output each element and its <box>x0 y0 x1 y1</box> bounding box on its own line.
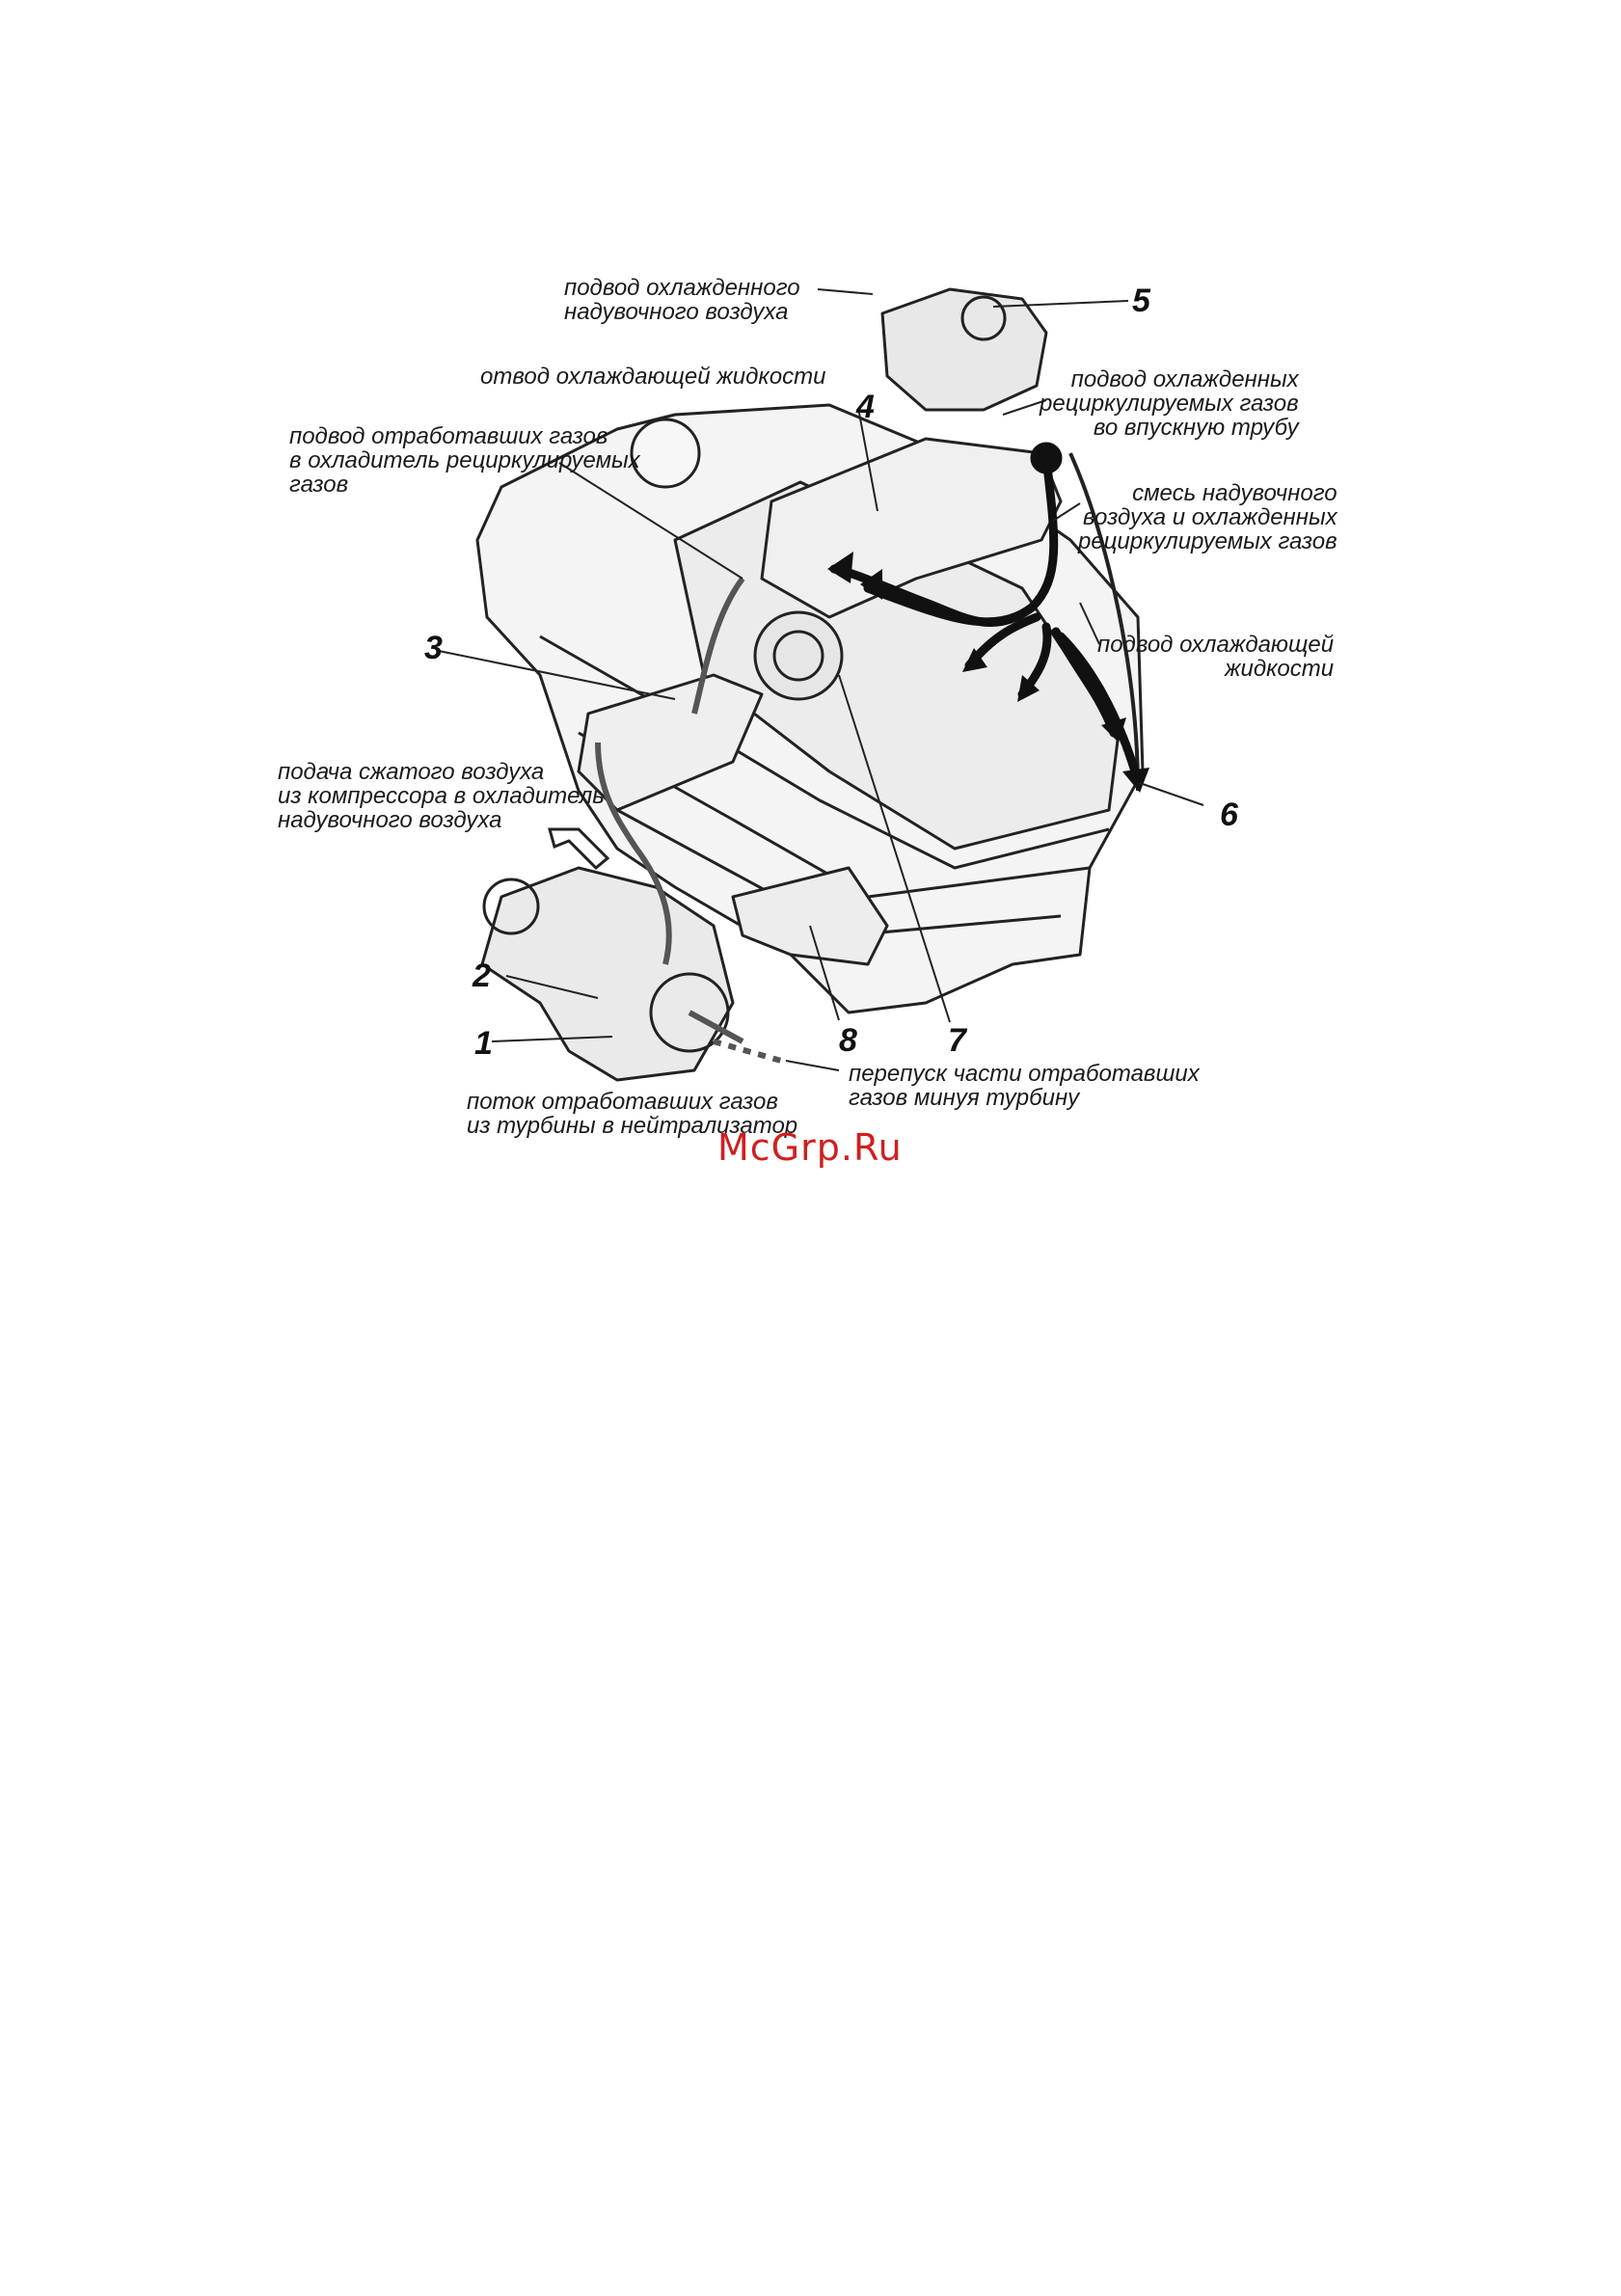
label-turbine-flow: поток отработавших газов из турбины в нейтрализатор <box>467 1089 798 1139</box>
watermark: McGrp.Ru <box>717 1126 903 1169</box>
label-compressed-air: подача сжатого воздуха из компрессора в охладитель надувочного воздуха <box>278 759 605 833</box>
leader-6 <box>1140 783 1203 805</box>
bypass-path <box>714 1041 781 1061</box>
callout-3: 3 <box>424 630 443 666</box>
label-charge-air-in: подвод охлажденного надувочного воздуха <box>564 275 800 325</box>
compressed-air-arrow <box>550 829 608 868</box>
callout-2: 2 <box>473 958 491 994</box>
label-egr-in: подвод охлажденных рециркулируемых газов во впускную трубу <box>1040 366 1299 441</box>
callout-4: 4 <box>856 389 875 425</box>
callout-1: 1 <box>474 1025 493 1062</box>
leader-bypass <box>786 1061 839 1070</box>
label-coolant-out: отвод охлаждающей жидкости <box>480 364 826 390</box>
label-bypass: перепуск части отработавших газов минуя турбину <box>849 1061 1200 1111</box>
egr-junction <box>1035 446 1058 470</box>
callout-8: 8 <box>839 1022 857 1059</box>
leader-charge-air <box>818 289 873 294</box>
label-mixture: смесь надувочного воздуха и охлажденных рециркулируемых газов <box>1078 480 1337 554</box>
label-coolant-in: подвод охлаждающей жидкости <box>1097 632 1335 682</box>
callout-6: 6 <box>1220 797 1238 833</box>
oil-filler-cap <box>632 419 699 487</box>
label-exhaust-to-cooler: подвод отработавших газов в охладитель рециркулируемых газов <box>289 423 640 498</box>
callout-5: 5 <box>1132 283 1150 319</box>
egr-valve <box>755 612 842 699</box>
callout-7: 7 <box>948 1022 966 1059</box>
